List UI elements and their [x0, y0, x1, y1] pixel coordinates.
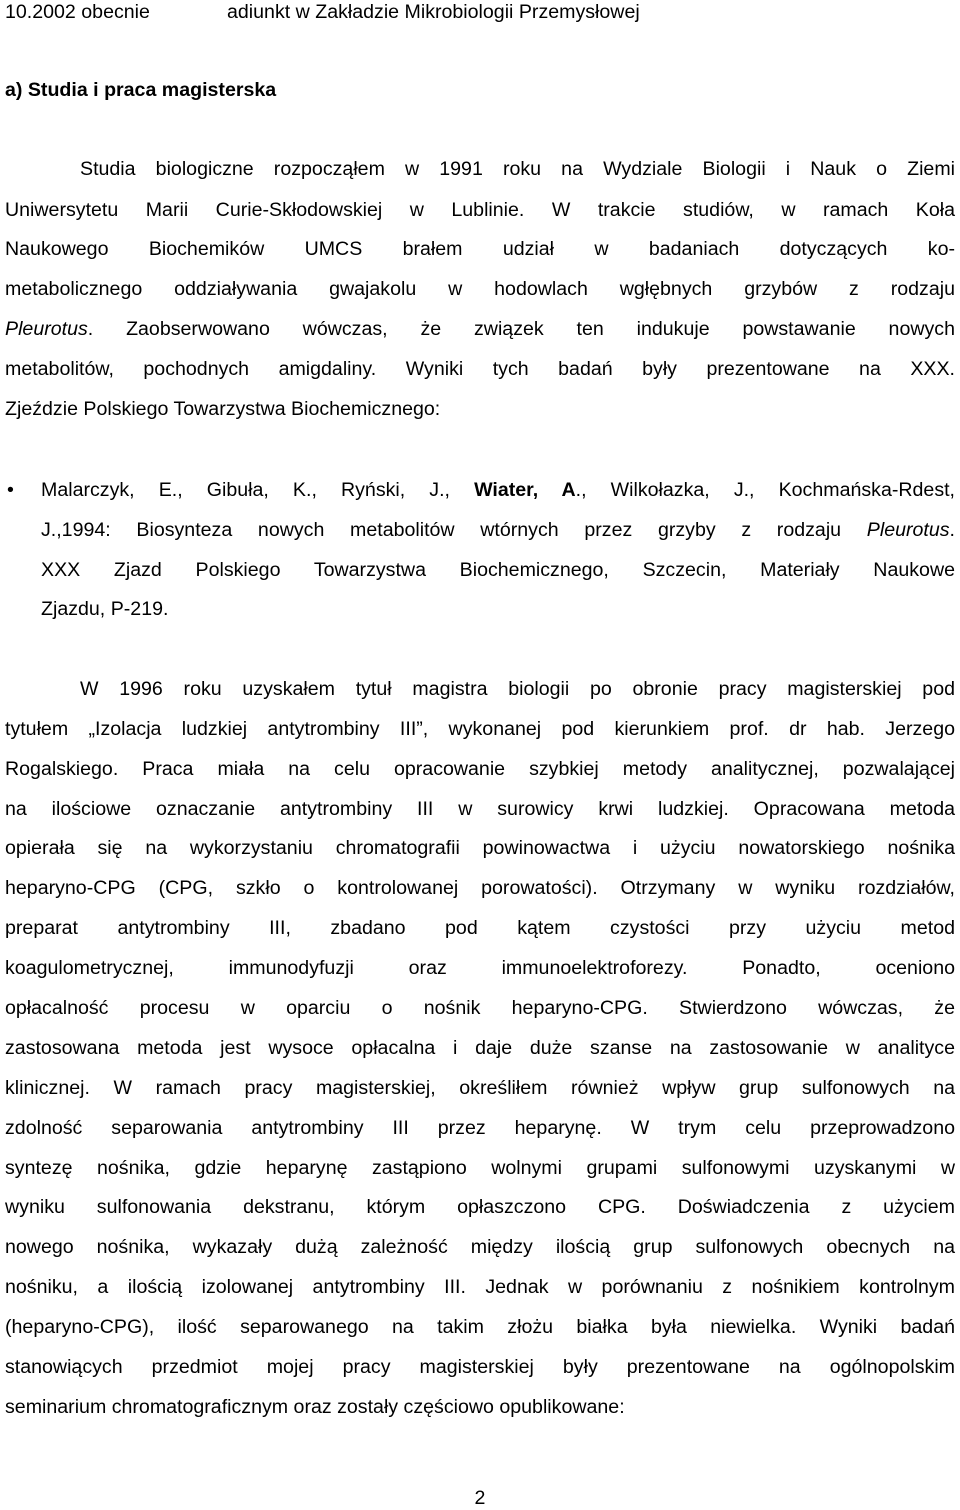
- para2-line: seminarium chromatograficznym oraz zostały częściowo opublikowane:: [5, 1396, 625, 1418]
- para1-line: Studia biologiczne rozpocząłem w 1991 roku na Wydziale Biologii i Nauk o Ziemi: [80, 158, 955, 180]
- para2-line: syntezę nośnika, gdzie heparynę zastąpiono wolnymi grupami sulfonowymi uzyskanymi w: [5, 1157, 955, 1179]
- section-heading: a) Studia i praca magisterska: [5, 79, 277, 101]
- para2-line: wyniku sulfonowania dekstranu, którym opłaszczono CPG. Doświadczenia z użyciem: [5, 1196, 955, 1218]
- citation-line: XXX Zjazd Polskiego Towarzystwa Biochemicznego, Szczecin, Materiały Naukowe: [41, 559, 955, 581]
- para1-line: Uniwersytetu Marii Curie-Skłodowskiej w Lublinie. W trakcie studiów, w ramach Koła: [5, 199, 955, 221]
- employment-date: 10.2002 obecnie: [5, 1, 150, 23]
- para2-line: zdolność separowania antytrombiny III przez heparynę. W trym celu przeprowadzono: [5, 1117, 955, 1139]
- page-number: 2: [474, 1487, 486, 1509]
- para1-line: Pleurotus. Zaobserwowano wówczas, że związek ten indukuje powstawanie nowych: [5, 318, 955, 340]
- para2-line: Rogalskiego. Praca miała na celu opracowanie szybkiej metody analitycznej, pozwalającej: [5, 758, 955, 780]
- para2-line: (heparyno-CPG), ilość separowanego na takim złożu białka była niewielka. Wyniki badań: [5, 1316, 955, 1338]
- para2-line: tytułem „Izolacja ludzkiej antytrombiny III”, wykonanej pod kierunkiem prof. dr hab. Jerzego: [5, 718, 955, 740]
- para2-line: nośniku, a ilością izolowanej antytrombiny III. Jednak w porównaniu z nośnikiem kontrolnym: [5, 1276, 955, 1298]
- para2-line: opłacalność procesu w oparciu o nośnik heparyno-CPG. Stwierdzono wówczas, że: [5, 997, 955, 1019]
- para2-line: zastosowana metoda jest wysoce opłacalna i daje duże szanse na zastosowanie w analityce: [5, 1037, 955, 1059]
- para1-line: Naukowego Biochemików UMCS brałem udział w badaniach dotyczących ko-: [5, 238, 955, 260]
- para1-line: Zjeździe Polskiego Towarzystwa Biochemicznego:: [5, 398, 441, 420]
- para2-line: klinicznej. W ramach pracy magisterskiej, określiłem również wpływ grup sulfonowych na: [5, 1077, 955, 1099]
- para2-line: opierała się na wykorzystaniu chromatografii powinowactwa i użyciu nowatorskiego nośnika: [5, 837, 955, 859]
- para2-line: preparat antytrombiny III, zbadano pod kątem czystości przy użyciu metod: [5, 917, 955, 939]
- citation-line: J.,1994: Biosynteza nowych metabolitów wtórnych przez grzyby z rodzaju Pleurotus.: [41, 519, 955, 541]
- para2-line: heparyno-CPG (CPG, szkło o kontrolowanej porowatości). Otrzymany w wyniku rozdziałów,: [5, 877, 955, 899]
- species-name: Pleurotus: [5, 318, 88, 340]
- para2-line: stanowiących przedmiot mojej pracy magisterskiej były prezentowane na ogólnopolskim: [5, 1356, 955, 1378]
- citation-line: Malarczyk, E., Gibuła, K., Ryński, J., Wiater, A., Wilkołazka, J., Kochmańska-Rdest,: [41, 479, 956, 501]
- species-name: Pleurotus: [866, 519, 950, 541]
- para1-line: metabolicznego oddziaływania gwajakolu w hodowlach wgłębnych grzybów z rodzaju: [5, 278, 955, 300]
- para2-line: W 1996 roku uzyskałem tytuł magistra biologii po obronie pracy magisterskiej pod: [80, 678, 955, 700]
- para2-line: na ilościowe oznaczanie antytrombiny III w surowicy krwi ludzkiej. Opracowana metoda: [5, 798, 955, 820]
- highlighted-author: Wiater, A: [474, 479, 576, 501]
- para2-line: koagulometrycznej, immunodyfuzji oraz immunoelektroforezy. Ponadto, oceniono: [5, 957, 955, 979]
- citation-line: Zjazdu, P-219.: [41, 598, 169, 620]
- para1-line: metabolitów, pochodnych amigdaliny. Wyniki tych badań były prezentowane na XXX.: [5, 358, 955, 380]
- para2-line: nowego nośnika, wykazały dużą zależność między ilością grup sulfonowych obecnych na: [5, 1236, 955, 1258]
- bullet-icon: •: [7, 479, 14, 501]
- employment-position: adiunkt w Zakładzie Mikrobiologii Przemysłowej: [227, 1, 640, 23]
- employment-line: [5, 0, 955, 24]
